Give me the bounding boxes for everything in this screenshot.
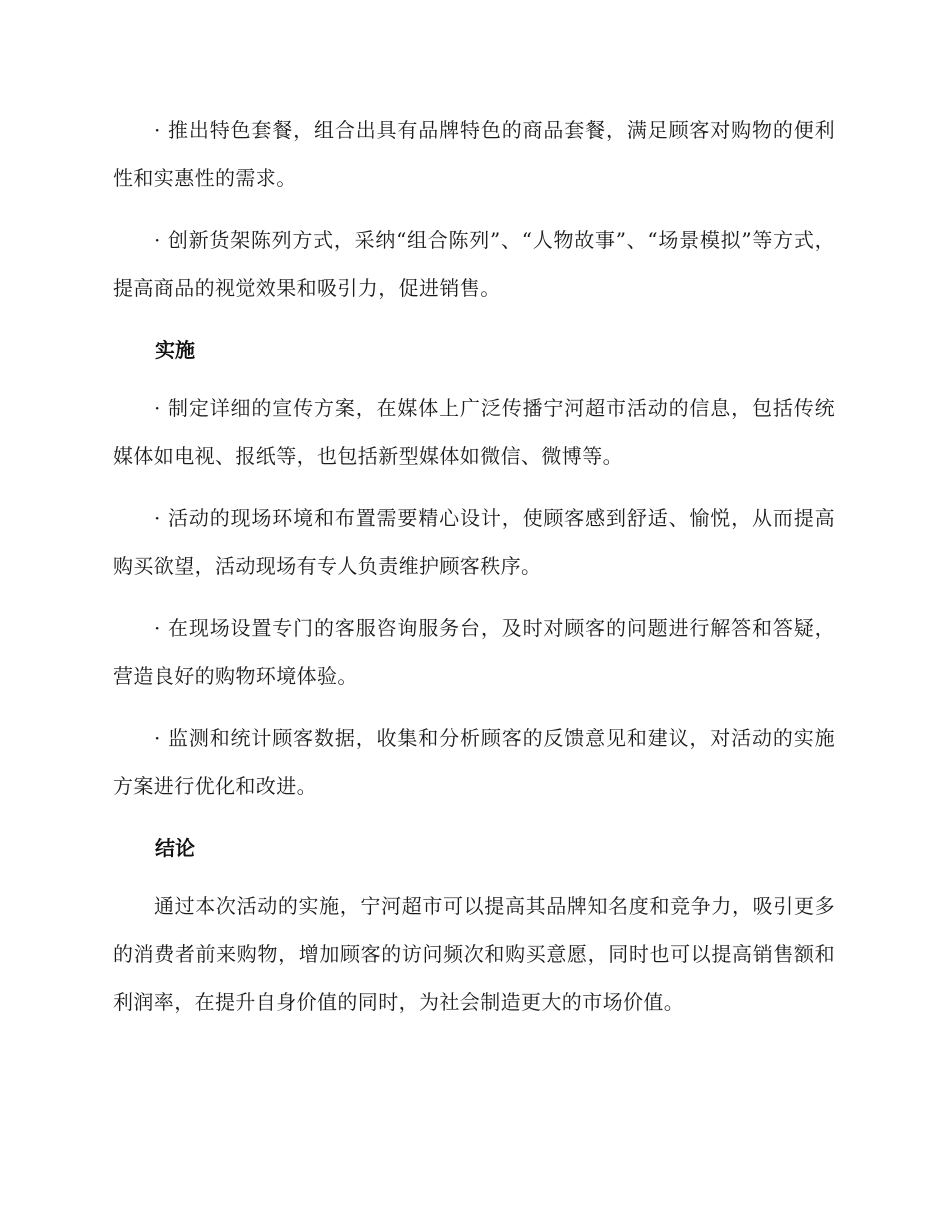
bullet-paragraph: · 监测和统计顾客数据，收集和分析顾客的反馈意见和建议，对活动的实施方案进行优化和改进。 [113,726,835,798]
section-heading-conclusion: 结论 [155,836,195,860]
bullet-paragraph: · 制定详细的宣传方案，在媒体上广泛传播宁河超市活动的信息，包括传统媒体如电视、报纸等，也包括新型媒体如微信、微博等。 [113,396,835,468]
bullet-paragraph: · 在现场设置专门的客服咨询服务台，及时对顾客的问题进行解答和答疑，营造良好的购物环境体验。 [113,616,835,688]
bullet-paragraph: · 创新货架陈列方式，采纳“组合陈列”、“人物故事”、“场景模拟”等方式，提高商品的视觉效果和吸引力，促进销售。 [113,228,835,300]
conclusion-paragraph: 通过本次活动的实施，宁河超市可以提高其品牌知名度和竞争力，吸引更多的消费者前来购物，增加顾客的访问频次和购买意愿，同时也可以提高销售额和利润率，在提升自身价值的同时，为社会制造更大的市场价值。 [113,894,835,1014]
bullet-paragraph: · 推出特色套餐，组合出具有品牌特色的商品套餐，满足顾客对购物的便利性和实惠性的需求。 [113,118,835,190]
bullet-paragraph: · 活动的现场环境和布置需要精心设计，使顾客感到舒适、愉悦，从而提高购买欲望，活动现场有专人负责维护顾客秩序。 [113,506,835,578]
document-body [113,106,835,1040]
section-heading-implementation: 实施 [155,338,195,362]
